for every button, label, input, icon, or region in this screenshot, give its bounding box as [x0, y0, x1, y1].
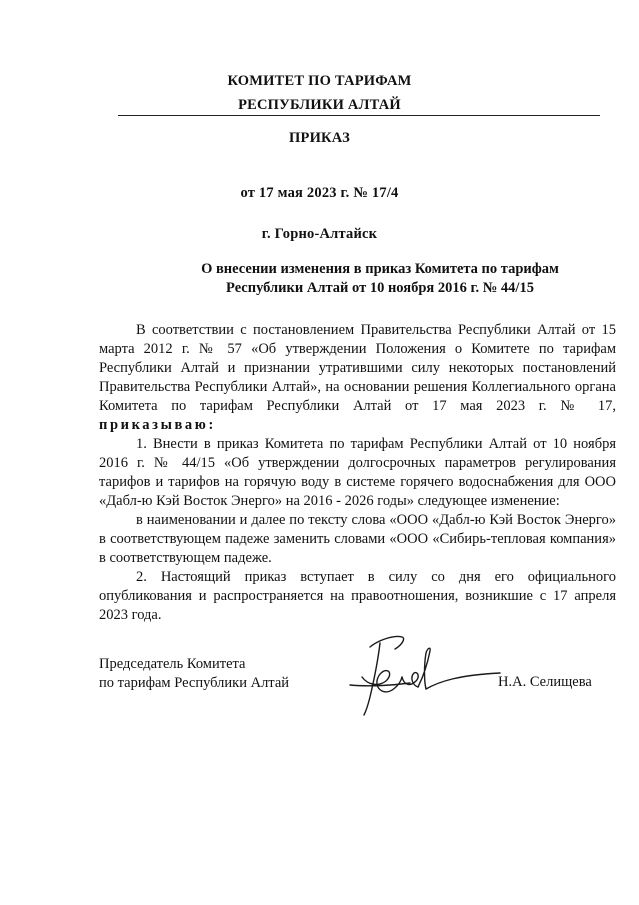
- document-type-title: ПРИКАЗ: [289, 130, 350, 146]
- order-subject-line1: О внесении изменения в приказ Комитета по тарифам: [201, 261, 559, 277]
- order-date-number: от 17 мая 2023 г. № 17/4: [240, 185, 399, 201]
- clause-1-paragraph: 1. Внести в приказ Комитета по тарифам Республики Алтай от 10 ноября 2016 г. № 44/15 «Об утверждении долгосрочных параметров регулирования тарифов и тарифов на горячую воду в системе горячего водоснабжения для ООО «Дабл-ю Кэй Восток Энерго» на 2016 - 2026 годы» следующее изменение:: [99, 436, 616, 509]
- order-subject: [170, 260, 590, 298]
- signatory-position-line1: Председатель Комитета: [99, 656, 246, 672]
- order-city: г. Горно-Алтайск: [261, 226, 378, 242]
- clause-2-paragraph: 2. Настоящий приказ вступает в силу со дня его официального опубликования и распространяется на правоотношения, возникшие с 17 апреля 2023 года.: [99, 569, 616, 623]
- order-directive: приказываю:: [99, 417, 216, 433]
- clause-1-detail-paragraph: в наименовании и далее по тексту слова «ООО «Дабл-ю Кэй Восток Энерго» в соответствующем падеже заменить словами «ООО «Сибирь-тепловая компания» в соответствующем падеже.: [99, 512, 616, 566]
- order-subject-line2: Республики Алтай от 10 ноября 2016 г. № 44/15: [226, 280, 534, 296]
- preamble-text: В соответствии с постановлением Правительства Республики Алтай от 15 марта 2012 г. № 57 «Об утверждении Положения о Комитете по тарифам Республики Алтай и признании утратившими силу некоторых постановлений Правительства Республики Алтай», на основании решения Коллегиального органа Комитета по тарифам Республики Алтай от 17 мая 2023 г. № 17,: [99, 322, 616, 414]
- handwritten-signature: [340, 625, 515, 720]
- signatory-name: Н.А. Селищева: [498, 674, 592, 690]
- preamble-paragraph: [99, 321, 616, 435]
- signatory-position: [99, 655, 289, 693]
- organization-name-line1: КОМИТЕТ ПО ТАРИФАМ: [227, 73, 412, 89]
- order-body: [99, 321, 616, 625]
- organization-name-line2: РЕСПУБЛИКИ АЛТАЙ: [238, 97, 401, 113]
- header-divider: [118, 115, 600, 116]
- signatory-position-line2: по тарифам Республики Алтай: [99, 675, 290, 691]
